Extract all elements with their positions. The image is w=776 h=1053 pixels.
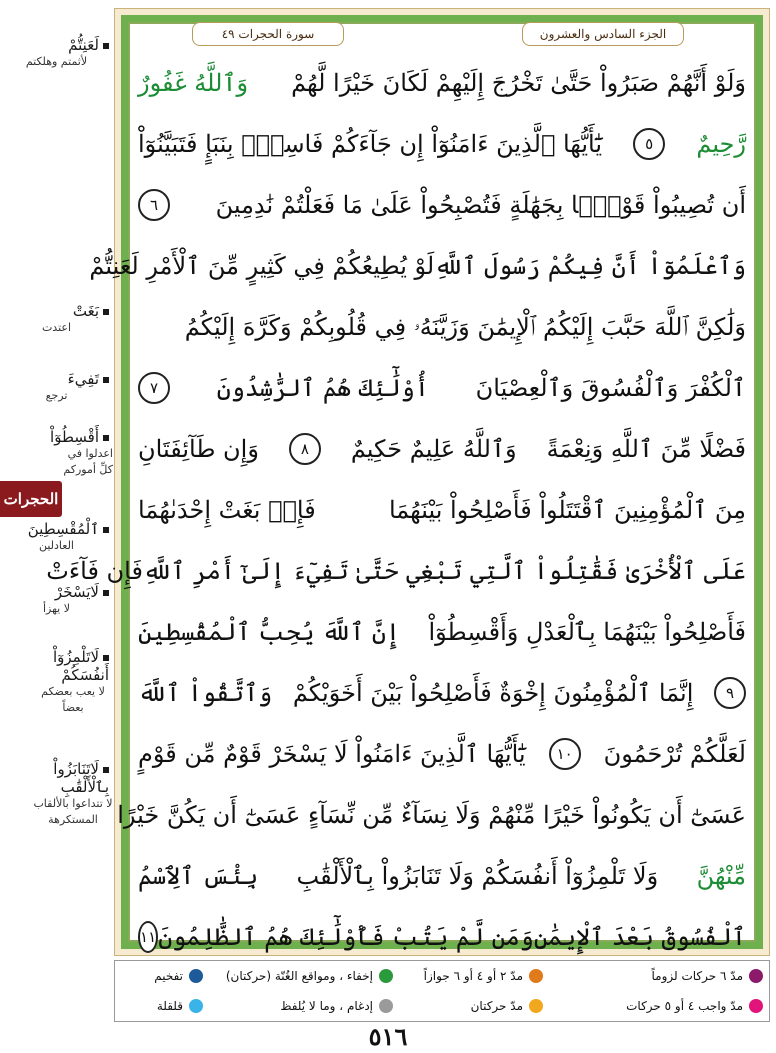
glossary-meaning: اعدلوا في كلِّ أموركم xyxy=(63,447,113,476)
juz-header: الجزء السادس والعشرون xyxy=(522,22,684,46)
verse-text: ٱلْفُسُوقُ بَعْدَ ٱلْإِيمَٰنِ xyxy=(533,922,746,951)
verse-text: ٱلْكُفْرَ وَٱلْفُسُوقَ وَٱلْعِصْيَانَ xyxy=(475,373,746,402)
verse-text: مِنَ ٱلْمُؤْمِنِينَ ٱقْتَتَلُواْ فَأَصْلِحُواْ بَيْنَهُمَا xyxy=(388,495,746,524)
ayah-number-marker: ٦ xyxy=(138,189,170,221)
verse-line xyxy=(138,845,746,906)
verse-line xyxy=(138,296,746,357)
legend-item: إدغام ، وما لا يُلفظ xyxy=(209,991,399,1021)
glossary-meaning: العادلين xyxy=(38,539,74,552)
color-dot-icon xyxy=(749,999,763,1013)
legend-column xyxy=(549,961,769,1021)
legend-column xyxy=(399,961,549,1021)
glossary-meaning: لا يهزأ xyxy=(42,602,71,615)
ayah-number-marker: ٧ xyxy=(138,372,170,404)
verse-text: فَإِن فَآءَتْ xyxy=(46,556,143,585)
legend-item: مدّ ٦ حركات لزوماً xyxy=(549,961,769,991)
glossary-term: لَاتَنَابَزُواْ بِٱلْأَلْقَٰبِ xyxy=(53,760,109,796)
verse-line xyxy=(117,784,746,845)
glossary-entry xyxy=(0,36,113,70)
glossary-entry xyxy=(0,648,113,716)
glossary-entry xyxy=(0,760,113,828)
surah-header: سورة الحجرات ٤٩ xyxy=(192,22,344,46)
verse-line xyxy=(138,113,746,174)
verse-text: وَلَٰكِنَّ ٱللَّهَ حَبَّبَ إِلَيْكُمُ ٱلْإِيمَٰنَ وَزَيَّنَهُۥ فِي قُلُوبِكُمْ وَكَرَّهَ إِلَيْكُمُ xyxy=(184,312,746,341)
verse-text: فَأَصْلِحُواْ بَيْنَهُمَا بِٱلْعَدْلِ وَأَقْسِطُوٓاْ xyxy=(428,617,746,646)
verse-line xyxy=(138,357,746,418)
color-dot-icon xyxy=(189,969,203,983)
glossary-meaning: ترجع xyxy=(45,389,68,402)
verse-text: مِّنْهُنَّ xyxy=(696,861,746,890)
legend-item: قلقلة xyxy=(117,991,209,1021)
verse-text: يَٰٓأَيُّهَا ٱلَّذِينَ ءَامَنُواْ لَا يَسْخَرْ قَوْمٌ مِّن قَوْمٍ xyxy=(138,739,526,768)
color-dot-icon xyxy=(189,999,203,1013)
legend-column xyxy=(209,961,399,1021)
verse-text: وَلَا تَلْمِزُوٓاْ أَنفُسَكُمْ وَلَا تَنَابَزُواْ بِٱلْأَلْقَٰبِ xyxy=(296,861,659,890)
verse-text: وَمَن لَّمْ يَتُبْ فَأُوْلَٰٓئِكَ هُمُ ٱلظَّٰلِمُونَ xyxy=(158,922,534,951)
glossary-term: تَفِيءَ xyxy=(0,370,113,388)
ayah-number-marker: ١١ xyxy=(138,921,158,953)
glossary-sidebar xyxy=(0,0,113,1053)
verse-text: لَوْ يُطِيعُكُمْ فِي كَثِيرٍ مِّنَ ٱلْأَمْرِ لَعَنِتُّمْ xyxy=(89,251,435,280)
glossary-term: لَاتَلْمِزُوٓاْ أَنفُسَكُمْ xyxy=(52,648,109,684)
verse-text: فَإِنۢ بَغَتْ إِحْدَىٰهُمَا xyxy=(138,495,316,524)
surah-tab[interactable]: الحجرات xyxy=(0,481,62,517)
verse-text: يَٰٓأَيُّهَا ٱلَّذِينَ ءَامَنُوٓاْ إِن جَآءَكُمْ فَاسِقُۢ بِنَبَإٍ فَتَبَيَّنُوٓاْ xyxy=(138,129,603,158)
color-dot-icon xyxy=(529,999,543,1013)
verse-text: إِنَّمَا ٱلْمُؤْمِنُونَ إِخْوَةٌ فَأَصْلِحُواْ بَيْنَ أَخَوَيْكُمْ xyxy=(292,678,694,707)
color-dot-icon xyxy=(749,969,763,983)
verse-text: لَعَلَّكُمْ تُرْحَمُونَ xyxy=(603,739,746,768)
verse-line xyxy=(138,479,746,540)
glossary-entry xyxy=(0,370,113,404)
glossary-entry xyxy=(0,302,113,336)
legend-item: مدّ ٢ أو ٤ أو ٦ جوازاً xyxy=(399,961,549,991)
color-dot-icon xyxy=(379,969,393,983)
verse-text: وَٱتَّقُواْ ٱللَّهَ xyxy=(138,678,273,707)
glossary-meaning: اعتدت xyxy=(41,321,72,334)
verse-line xyxy=(138,418,746,479)
page-number: ٥١٦ xyxy=(368,1022,408,1051)
tajweed-legend xyxy=(114,960,770,1022)
ayah-number-marker: ٨ xyxy=(289,433,321,465)
verse-line xyxy=(138,52,746,113)
legend-item: إخفاء ، ومواقع الغُنّة (حركتان) xyxy=(209,961,399,991)
ayah-number-marker: ٥ xyxy=(633,128,665,160)
legend-column xyxy=(117,961,209,1021)
verse-text: وَٱللَّهُ عَلِيمٌ حَكِيمٌ xyxy=(350,434,517,463)
verse-text: رَّحِيمٌ xyxy=(696,129,746,158)
verse-text: وَإِن طَآئِفَتَانِ xyxy=(138,434,259,463)
verse-text: وَلَوْ أَنَّهُمْ صَبَرُواْ حَتَّىٰ تَخْرُجَ إِلَيْهِمْ لَكَانَ خَيْرًا لَّهُمْ xyxy=(291,68,746,97)
glossary-term: ٱلْمُقْسِطِينَ xyxy=(0,520,113,538)
verse-line xyxy=(138,906,746,967)
glossary-meaning: لا يعب بعضكم بعضاً xyxy=(41,685,105,714)
legend-item: مدّ حركتان xyxy=(399,991,549,1021)
verse-text: وَٱللَّهُ غَفُورٌ xyxy=(138,68,249,97)
verse-text: عَسَىٰٓ أَن يَكُونُواْ خَيْرًا مِّنْهُمْ وَلَا نِسَآءٌ مِّن نِّسَآءٍ عَسَىٰٓ أَن يَكُنَّ خَيْرًا xyxy=(117,800,746,829)
verse-text: إِنَّ ٱللَّهَ يُحِبُّ ٱلْمُقْسِطِينَ xyxy=(138,617,400,646)
verse-text: بِئْسَ ٱلِٱسْمُ xyxy=(138,861,259,890)
glossary-meaning: لا تتداعوا بالألقاب المستكرهة xyxy=(33,797,113,826)
glossary-entry xyxy=(0,520,113,554)
color-dot-icon xyxy=(379,999,393,1013)
verse-line xyxy=(138,601,746,662)
verse-line xyxy=(138,174,746,235)
glossary-term: بَغَتْ xyxy=(0,302,113,320)
verse-line xyxy=(138,662,746,723)
glossary-term: أَقْسِطُوٓاْ xyxy=(0,428,113,446)
glossary-meaning: لأثمتم وهلكتم xyxy=(25,55,88,68)
legend-item: مدّ واجب ٤ أو ٥ حركات xyxy=(549,991,769,1021)
verse-text: وَٱعْلَمُوٓاْ أَنَّ فِيكُمْ رَسُولَ ٱللَّهِ xyxy=(434,251,746,280)
ayah-number-marker: ٩ xyxy=(714,677,746,709)
color-dot-icon xyxy=(529,969,543,983)
verse-line xyxy=(89,235,746,296)
legend-item: تفخيم xyxy=(117,961,209,991)
glossary-entry xyxy=(0,583,113,617)
verse-text: أُوْلَٰٓئِكَ هُمُ ٱلرَّٰشِدُونَ xyxy=(216,373,429,402)
glossary-entry xyxy=(0,428,113,478)
glossary-term: لَايَسْخَرْ xyxy=(0,583,113,601)
glossary-term: لَعَنِتُّمْ xyxy=(0,36,113,54)
verse-text: فَضْلًا مِّنَ ٱللَّهِ وَنِعْمَةً xyxy=(546,434,746,463)
verse-text: عَلَى ٱلْأُخْرَىٰ فَقَٰتِلُواْ ٱلَّتِي تَبْغِي حَتَّىٰ تَفِيٓءَ إِلَىٰٓ أَمْرِ ٱللَّهِ xyxy=(142,556,746,585)
ayah-number-marker: ١٠ xyxy=(549,738,581,770)
verse-line xyxy=(138,723,746,784)
verse-text: أَن تُصِيبُواْ قَوْمًۢا بِجَهَٰلَةٍ فَتُصْبِحُواْ عَلَىٰ مَا فَعَلْتُمْ نَٰدِمِينَ xyxy=(215,190,746,219)
